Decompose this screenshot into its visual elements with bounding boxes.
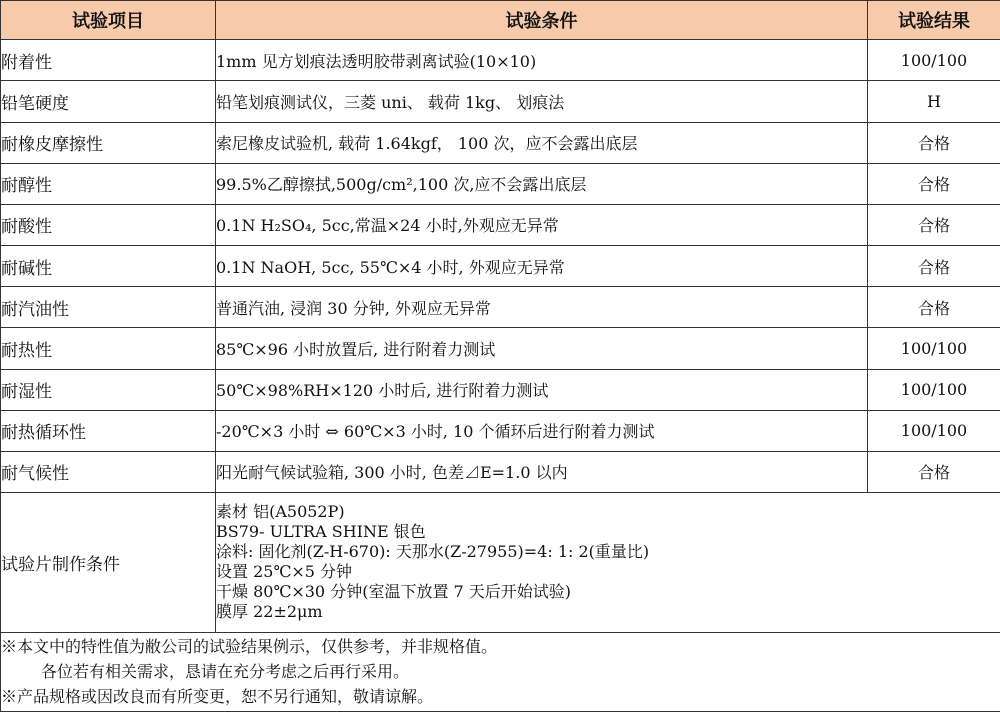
row-item: 耐醇性 xyxy=(1,163,216,204)
row-condition: 0.1N NaOH, 5cc, 55℃×4 小时, 外观应无异常 xyxy=(216,246,868,287)
row-item: 耐碱性 xyxy=(1,246,216,287)
row-result: H xyxy=(868,81,1000,122)
prep-line-setting: 设置 25℃×5 分钟 xyxy=(216,562,353,582)
table-row xyxy=(1,451,1000,492)
row-result: 100/100 xyxy=(868,40,1000,81)
row-item: 附着性 xyxy=(1,40,216,81)
row-item: 耐湿性 xyxy=(1,369,216,410)
row-item: 耐热循环性 xyxy=(1,410,216,451)
header-row xyxy=(1,1,1000,40)
row-item: 耐汽油性 xyxy=(1,287,216,328)
note-line: 各位若有相关需求，恳请在充分考虑之后再行采用。 xyxy=(41,662,410,682)
header-item: 试验项目 xyxy=(1,1,216,40)
row-item: 铅笔硬度 xyxy=(1,81,216,122)
prep-line-thickness: 膜厚 22±2μm xyxy=(216,602,323,622)
row-result: 100/100 xyxy=(868,369,1000,410)
table-row xyxy=(1,410,1000,451)
row-item: 耐热性 xyxy=(1,328,216,369)
table-row xyxy=(1,204,1000,245)
table-row xyxy=(1,369,1000,410)
row-result: 100/100 xyxy=(868,328,1000,369)
row-condition: 0.1N H₂SO₄, 5cc,常温×24 小时,外观应无异常 xyxy=(216,204,868,245)
row-condition: 99.5%乙醇擦拭,500g/cm²,100 次,应不会露出底层 xyxy=(216,163,868,204)
table-row xyxy=(1,287,1000,328)
row-result: 合格 xyxy=(868,451,1000,492)
table-row xyxy=(1,163,1000,204)
row-item: 耐气候性 xyxy=(1,451,216,492)
row-item: 耐酸性 xyxy=(1,204,216,245)
row-condition: 85℃×96 小时放置后, 进行附着力测试 xyxy=(216,328,868,369)
note-line: ※本文中的特性值为敝公司的试验结果例示，仅供参考，并非规格值。 xyxy=(1,637,498,657)
table-row xyxy=(1,122,1000,163)
prep-line-drying: 干燥 80℃×30 分钟(室温下放置 7 天后开始试验) xyxy=(216,582,572,602)
row-result: 合格 xyxy=(868,122,1000,163)
prep-item: 试验片制作条件 xyxy=(1,493,216,633)
row-condition: 阳光耐气候试验箱, 300 小时, 色差⊿E=1.0 以内 xyxy=(216,451,868,492)
header-result: 试验结果 xyxy=(868,1,1000,40)
row-condition: 索尼橡皮试验机, 载荷 1.64kgf， 100 次，应不会露出底层 xyxy=(216,122,868,163)
prep-line-color: BS79- ULTRA SHINE 银色 xyxy=(216,522,426,542)
row-result: 合格 xyxy=(868,204,1000,245)
row-result: 合格 xyxy=(868,287,1000,328)
row-condition: -20℃×3 小时 ⇔ 60℃×3 小时, 10 个循环后进行附着力测试 xyxy=(216,410,868,451)
notes xyxy=(1,632,1000,711)
notes-row xyxy=(1,632,1000,711)
table-row xyxy=(1,246,1000,287)
note-line: ※产品规格或因改良而有所变更，恕不另行通知，敬请谅解。 xyxy=(1,687,434,707)
row-item: 耐橡皮摩擦性 xyxy=(1,122,216,163)
row-condition: 铅笔划痕测试仪，三菱 uni、 载荷 1kg、 划痕法 xyxy=(216,81,868,122)
prep-conditions xyxy=(216,493,1000,633)
header-condition: 试验条件 xyxy=(216,1,868,40)
row-result: 合格 xyxy=(868,246,1000,287)
prep-line-paint: 涂料: 固化剂(Z-H-670): 天那水(Z-27955)=4: 1: 2(重量比) xyxy=(216,542,650,562)
prep-line-material: 素材 铝(A5052P) xyxy=(216,502,345,522)
row-condition: 1mm 见方划痕法透明胶带剥离试验(10×10) xyxy=(216,40,868,81)
row-result: 合格 xyxy=(868,163,1000,204)
row-result: 100/100 xyxy=(868,410,1000,451)
row-condition: 普通汽油, 浸润 30 分钟, 外观应无异常 xyxy=(216,287,868,328)
row-condition: 50℃×98%RH×120 小时后, 进行附着力测试 xyxy=(216,369,868,410)
prep-row xyxy=(1,493,1000,633)
table-row xyxy=(1,81,1000,122)
table-row xyxy=(1,40,1000,81)
table-row xyxy=(1,328,1000,369)
